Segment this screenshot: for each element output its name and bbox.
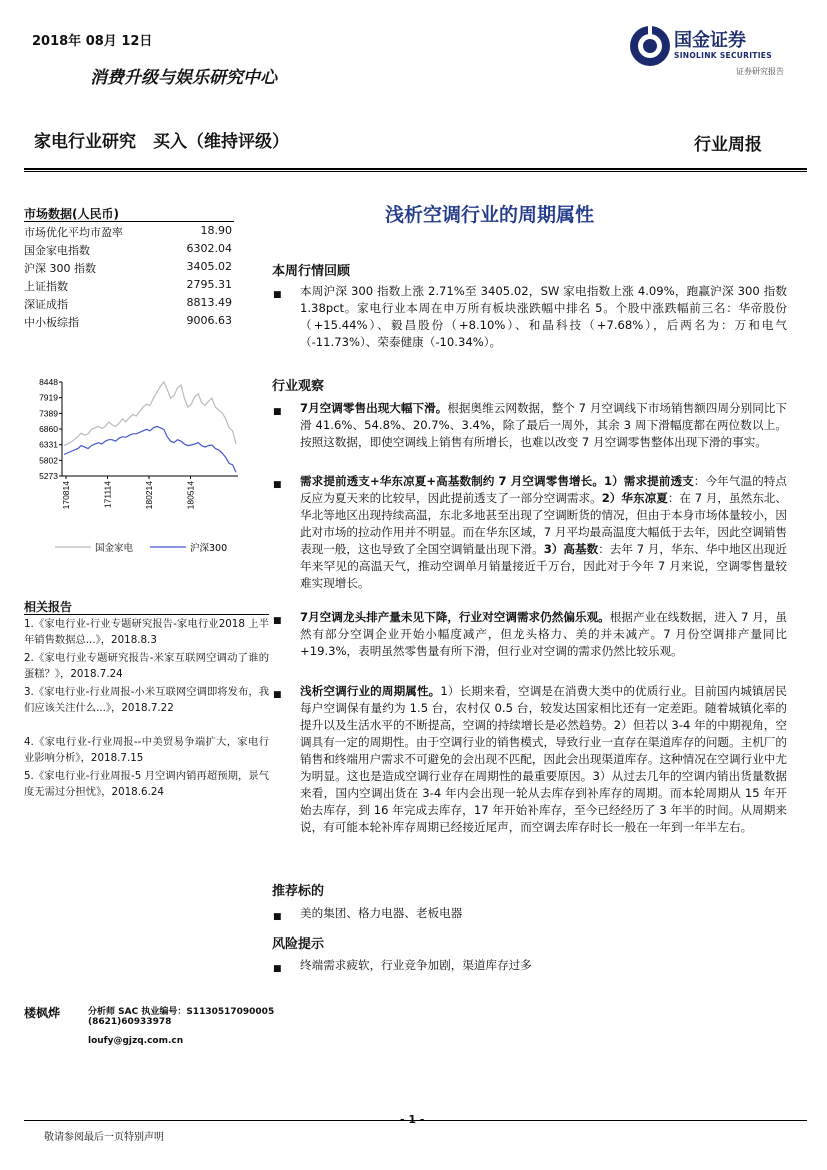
observation-1 (300, 400, 787, 451)
market-value: 6302.04 (186, 242, 232, 255)
market-row (24, 278, 232, 294)
report-title: 浅析空调行业的周期属性 (385, 204, 595, 226)
risk-heading: 风险提示 (272, 937, 325, 952)
market-value: 8813.49 (186, 296, 232, 309)
observation-4 (300, 683, 787, 836)
market-data-title: 市场数据(人民币) (24, 207, 119, 221)
market-row (24, 260, 232, 276)
related-report-item[interactable]: 1.《家电行业-行业专题研究报告-家电行业2018 上半年销售数据总...》，2018.8.3 (24, 618, 269, 646)
related-report-item[interactable]: 2.《家电行业专题研究报告-米家互联网空调动了谁的蛋糕？》，2018.7.24 (24, 652, 269, 680)
obs2-t1: ：今年气温的特点反应为夏天来的比较早，因此提前透支了一部分空调需求。 (300, 474, 787, 505)
obs1-text: 根据奥维云网数据，整个 7 月空调线下市场销售额四周分别同比下滑 41.6%、54.8%、20.7%、3.4%，除了最后一周外，其余 3 周下滑幅度都在两位数以上。按照这数据，即使空调线上销售有所增长，也难以改变 7 月空调零售整体出现下滑的事实。 (300, 401, 787, 449)
related-report-item[interactable]: 5.《家电行业-行业周报-5 月空调内销再超预期，景气度无需过分担忧》，2018.6.24 (24, 770, 269, 798)
series-line-1 (64, 426, 236, 472)
logo-en: SINOLINK SECURITIES (674, 51, 772, 60)
market-label: 中小板综指 (24, 316, 79, 329)
report-type: 行业周报 (694, 135, 762, 155)
y-tick-label: 7919 (39, 392, 58, 403)
analyst-phone: (8621)60933978 (88, 1017, 172, 1027)
market-divider (24, 221, 234, 222)
market-value: 3405.02 (186, 260, 232, 273)
market-row (24, 224, 232, 240)
observation-3 (300, 609, 787, 660)
market-label: 市场优化平均市盈率 (24, 226, 123, 239)
bullet-icon: ■ (273, 964, 282, 974)
market-label: 沪深 300 指数 (24, 262, 96, 275)
page-number: - 1 - (400, 1113, 425, 1126)
analyst-cert: 分析师 SAC 执业编号：S1130517090005 (88, 1007, 275, 1017)
weekly-review-text: 本周沪深 300 指数上涨 2.71%至 3405.02，SW 家电指数上涨 4.09%，跑赢沪深 300 指数 1.38pct。家电行业本周在申万所有板块涨跌幅中排名 5。个股中涨跌幅前三名：华帝股份（+15.44%）、毅昌股份（+8.10%）、和晶科技（+7.68%），后两名为：万和电气（-11.73%）、荣泰健康（-10.34%）。 (300, 284, 787, 349)
market-label: 上证指数 (24, 280, 68, 293)
related-reports-title: 相关报告 (24, 600, 73, 614)
header-divider (24, 168, 807, 170)
y-tick-label: 6860 (39, 424, 58, 435)
bullet-icon: ■ (273, 407, 282, 417)
bullet-icon: ■ (273, 290, 282, 300)
observation-2 (300, 473, 787, 592)
research-center-name: 消费升级与娱乐研究中心 (90, 68, 277, 88)
market-value: 9006.63 (186, 314, 232, 327)
market-value: 18.90 (200, 224, 232, 237)
market-label: 国金家电指数 (24, 244, 90, 257)
obs4-text: 1）长期来看，空调是在消费大类中的优质行业。目前国内城镇居民每户空调保有量约为 1.5 台，农村仅 0.5 台，较发达国家相比还有一定差距。随着城镇化率的提升以及生活水平的不断提高，空调的持续增长是必然趋势。2）但若以 3-4 年的中期视角，空调具有一定的周期性。由于空调行业的销售模式，导致行业一直存在渠道库存的问题。主机厂的销售和终端用户需求不可避免的会出现不匹配，因此会出现渠道库存。这种情况在空调行业中尤为明显。这也是造成空调行业存在周期性的最重要原因。3）从过去几年的空调内销出货量数据来看，国内空调出货在 3-4 年内会出现一轮从去库存到补库存的周期。而本轮周期从 15 年开始去库存，到 16 年完成去库存，17 年开始补库存，至今已经经历了 3 年半的时间。从周期来说，有可能本轮补库存周期已经接近尾声，而空调去库存时长一般在一年到一年半左右。 (300, 684, 787, 834)
obs1-bold: 7月空调零售出现大幅下滑。 (300, 401, 448, 415)
logo-cn: 国金证券 (674, 30, 746, 51)
y-tick-label: 8448 (39, 377, 58, 387)
legend-label: 沪深300 (190, 543, 228, 554)
x-tick-label: 170814 (61, 481, 71, 510)
series-line-0 (64, 382, 236, 446)
analyst-email[interactable]: loufy@gjzq.com.cn (88, 1036, 184, 1046)
obs2-b2: 1）需求提前透支 (604, 474, 694, 488)
analyst-name: 楼枫烨 (24, 1006, 61, 1020)
y-tick-label: 5802 (39, 455, 58, 466)
bullet-icon: ■ (273, 912, 282, 922)
disclaimer-note: 敬请参阅最后一页特别声明 (44, 1132, 164, 1143)
weekly-review-heading: 本周行情回顾 (272, 264, 351, 279)
report-date: 2018年 08月 12日 (32, 34, 153, 49)
x-tick-label: 180214 (144, 481, 154, 510)
market-label: 深证成指 (24, 298, 68, 311)
bullet-icon: ■ (273, 480, 282, 490)
recommend-text: 美的集团、格力电器、老板电器 (300, 906, 463, 920)
y-tick-label: 6331 (39, 439, 58, 450)
industry-rating: 家电行业研究 买入（维持评级） (34, 132, 289, 152)
related-report-item[interactable]: 3.《家电行业-行业周报-小米互联网空调即将发布，我们应该关注什么...》，2018.7.22 (24, 686, 269, 714)
logo-subtitle: 证券研究报告 (736, 67, 784, 76)
x-tick-label: 171114 (102, 481, 113, 509)
bullet-icon: ■ (273, 616, 282, 626)
logo-emblem-icon (628, 24, 672, 68)
market-value: 2795.31 (186, 278, 232, 291)
related-report-item[interactable]: 4.《家电行业-行业周报--中美贸易争端扩大，家电行业影响分析》，2018.7.15 (24, 736, 269, 764)
obs2-b4: 3）高基数 (543, 542, 599, 556)
index-chart (20, 370, 260, 560)
obs2-t2: ：在 7 月，虽然东北、华北等地区出现持续高温，东北多地甚至出现了空调断货的情况，但由于本身市场体量较小，因此对市场的拉动作用并不明显。而在华东区域，7 月平均最高温度大幅低于去年，因此空调销售表现一般，这也导致了全国空调销量出现下滑。 (300, 491, 788, 556)
y-tick-label: 5273 (39, 471, 58, 481)
x-tick-label: 180514 (185, 481, 196, 510)
related-divider (24, 614, 269, 615)
obs2-b3: 2）华东凉夏 (601, 491, 668, 505)
obs4-bold: 浅析空调行业的周期属性。 (300, 684, 441, 698)
risk-text: 终端需求疲软，行业竞争加剧，渠道库存过多 (300, 958, 532, 972)
observation-heading: 行业观察 (272, 379, 325, 394)
obs2-t3: ：去年 7 月，华东、华中地区出现近年来罕见的高温天气，推动空调单月销量接近千万台，因此对于今年 7 月来说，空调零售量较难实现增长。 (300, 542, 787, 590)
market-row (24, 314, 232, 330)
bullet-icon: ■ (273, 690, 282, 700)
legend-label: 国金家电 (95, 543, 134, 554)
footer-divider (24, 1120, 807, 1121)
market-row (24, 296, 232, 312)
obs3-text: 根据产业在线数据，进入 7 月，虽然有部分空调企业开始小幅度减产，但龙头格力、美的并未减产。7 月份空调排产量同比+19.3%，表明虽然零售量有所下滑，但行业对空调的需求仍然比较乐观。 (300, 610, 787, 658)
obs2-bold: 需求提前透支+华东凉夏+高基数制约 7 月空调零售增长。 (300, 474, 605, 488)
y-tick-label: 7389 (39, 408, 58, 419)
market-row (24, 242, 232, 258)
obs3-bold: 7月空调龙头排产量未见下降，行业对空调需求仍然偏乐观。 (300, 610, 610, 624)
recommend-heading: 推荐标的 (272, 884, 325, 899)
header-divider-thin (24, 171, 807, 172)
